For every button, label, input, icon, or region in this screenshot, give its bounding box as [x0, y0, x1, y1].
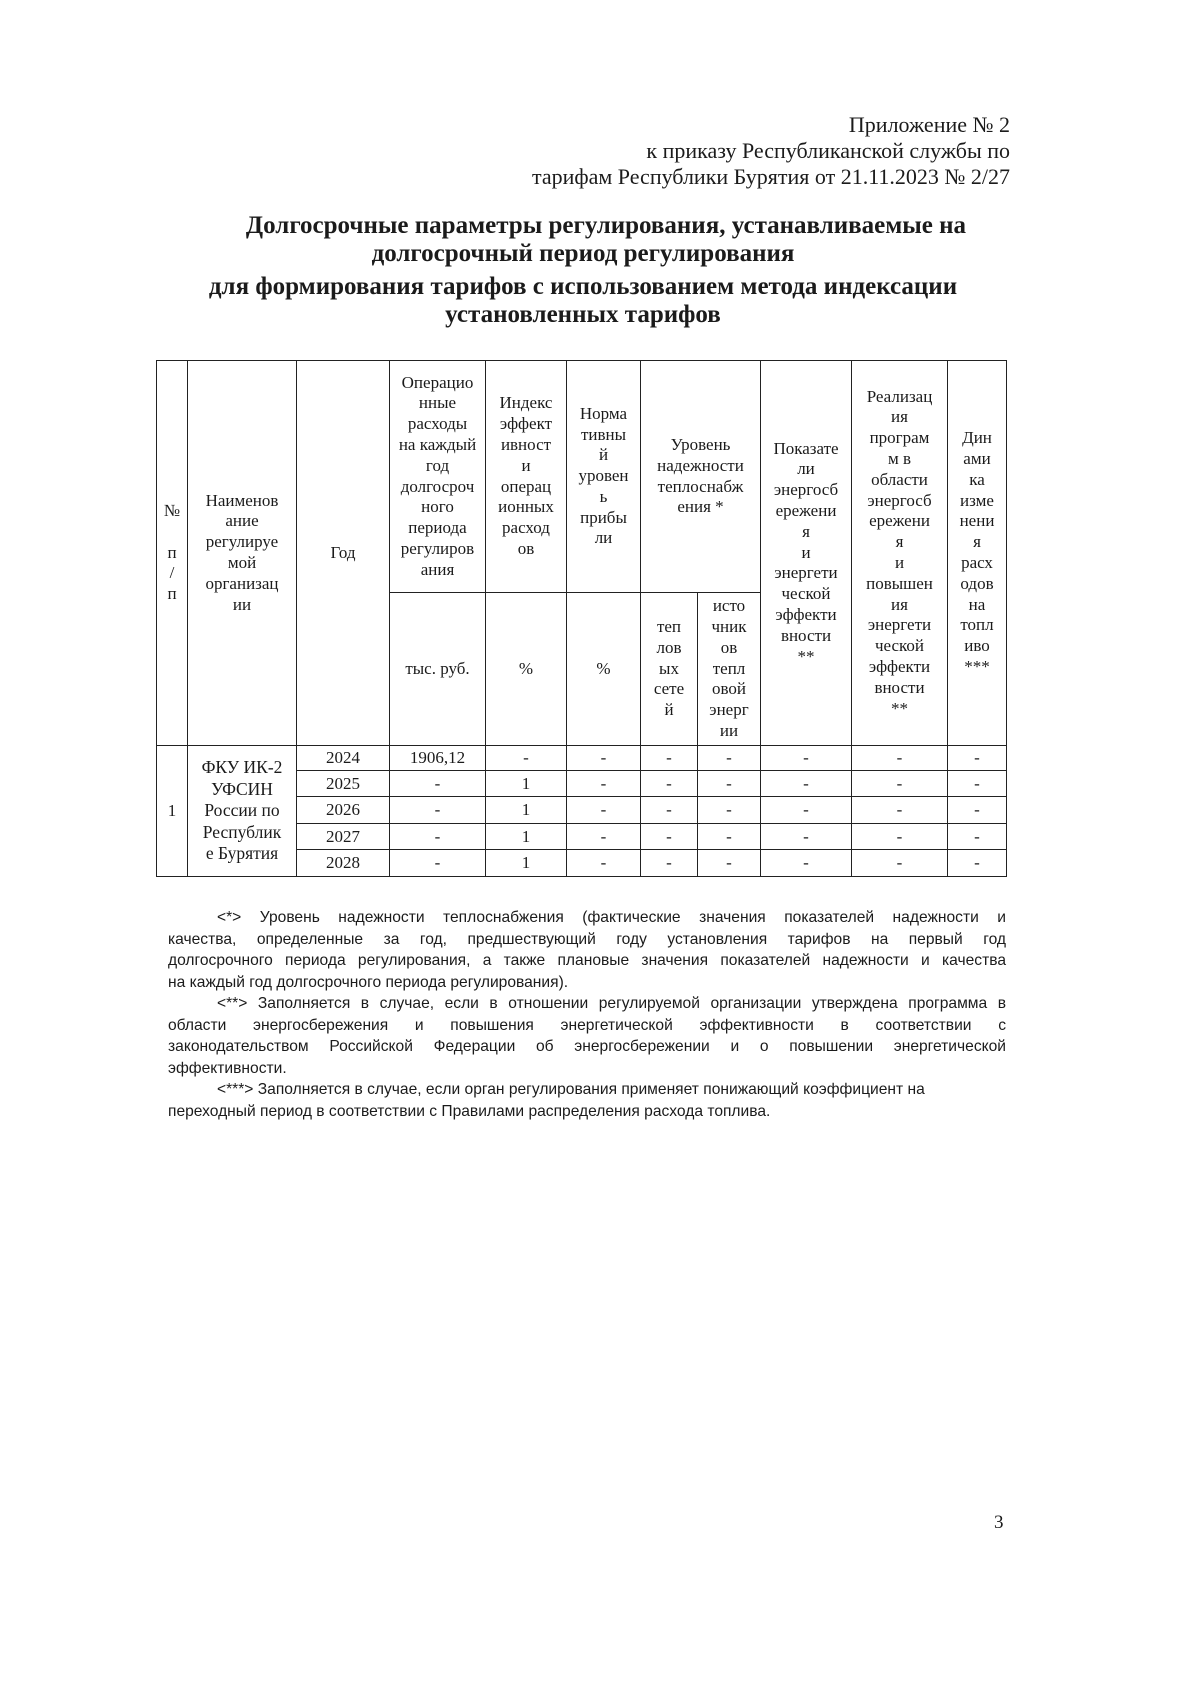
title-line: для формирования тарифов с использованием метода индексации	[208, 273, 958, 300]
subheader-heat-sources: исто чник ов тепл овой энерг ии	[698, 593, 761, 746]
cell-operating-expenses: -	[390, 824, 486, 850]
cell-efficiency-index: 1	[486, 797, 567, 824]
cell-energy-programs: -	[852, 824, 948, 850]
cell-efficiency-index: -	[486, 746, 567, 771]
col-header-energy-programs: Реализац ия програм м в области энергосб ережени я и повышен ия энергети ческой эффекти вности **	[852, 361, 948, 746]
cell-operating-expenses: -	[390, 771, 486, 797]
cell-operating-expenses: -	[390, 850, 486, 877]
cell-energy-programs: -	[852, 797, 948, 824]
appendix-order-line: к приказу Республиканской службы по	[646, 138, 1010, 163]
col-header-organization: Наименов ание регулируе мой организац ии	[188, 361, 297, 746]
regulation-parameters-table	[156, 360, 1007, 877]
cell-energy-indicators: -	[761, 824, 852, 850]
footnote-reliability	[168, 907, 1006, 993]
cell-energy-indicators: -	[761, 746, 852, 771]
cell-reliability-networks: -	[641, 797, 698, 824]
cell-energy-programs: -	[852, 746, 948, 771]
cell-fuel-dynamics: -	[948, 797, 1007, 824]
title-line: долгосрочный период регулирования	[371, 240, 795, 267]
cell-energy-programs: -	[852, 850, 948, 877]
cell-profit-norm: -	[567, 797, 641, 824]
cell-org-name: ФКУ ИК-2 УФСИН России по Республик е Бурятия	[188, 746, 297, 877]
cell-reliability-networks: -	[641, 824, 698, 850]
cell-energy-programs: -	[852, 771, 948, 797]
subheader-heat-networks: теп лов ых сете й	[641, 593, 698, 746]
footnote-line: эффективности.	[168, 1059, 287, 1077]
cell-reliability-networks: -	[641, 771, 698, 797]
cell-energy-indicators: -	[761, 797, 852, 824]
cell-reliability-sources: -	[698, 797, 761, 824]
col-header-year: Год	[297, 361, 390, 746]
footnote-fuel-coefficient	[168, 1079, 1006, 1122]
col-header-reliability-level: Уровень надежности теплоснабж ения *	[641, 361, 761, 593]
unit-profit-norm: %	[567, 593, 641, 746]
col-header-efficiency-index: Индекс эффект ивност и операц ионных расход ов	[486, 361, 567, 593]
appendix-header	[532, 112, 1010, 190]
cell-profit-norm: -	[567, 850, 641, 877]
table-header-row	[157, 361, 1007, 593]
cell-fuel-dynamics: -	[948, 746, 1007, 771]
cell-reliability-sources: -	[698, 746, 761, 771]
cell-reliability-networks: -	[641, 746, 698, 771]
cell-energy-indicators: -	[761, 850, 852, 877]
col-header-fuel-cost-dynamics: Дин ами ка изме нени я расх одов на топл иво ***	[948, 361, 1007, 746]
page-number: 3	[994, 1512, 1004, 1533]
cell-reliability-networks: -	[641, 850, 698, 877]
cell-profit-norm: -	[567, 771, 641, 797]
cell-reliability-sources: -	[698, 850, 761, 877]
footnote-line: <*> Уровень надежности теплоснабжения (фактические значения показателей надежности и	[217, 909, 1006, 926]
cell-operating-expenses: 1906,12	[390, 746, 486, 771]
col-header-profit-norm: Норма тивны й уровен ь прибы ли	[567, 361, 641, 593]
cell-year: 2025	[297, 771, 390, 797]
cell-profit-norm: -	[567, 746, 641, 771]
cell-org-number: 1	[157, 746, 188, 877]
footnote-line: долгосрочного периода регулирования, а также плановые значения показателей надежности и качества	[168, 952, 1006, 969]
footnote-line: <**> Заполняется в случае, если в отношении регулируемой организации утверждена программа в	[217, 995, 1006, 1012]
appendix-number: Приложение № 2	[848, 112, 1010, 137]
unit-efficiency-index: %	[486, 593, 567, 746]
cell-fuel-dynamics: -	[948, 771, 1007, 797]
col-header-operating-expenses: Операцио нные расходы на каждый год долгосроч ного периода регулиров ания	[390, 361, 486, 593]
cell-reliability-sources: -	[698, 771, 761, 797]
footnotes	[168, 907, 1006, 1122]
cell-energy-indicators: -	[761, 771, 852, 797]
footnote-line: <***> Заполняется в случае, если орган регулирования применяет понижающий коэффициент на	[217, 1081, 925, 1098]
cell-efficiency-index: 1	[486, 850, 567, 877]
cell-efficiency-index: 1	[486, 771, 567, 797]
col-header-number: № п / п	[157, 361, 188, 746]
cell-fuel-dynamics: -	[948, 850, 1007, 877]
cell-profit-norm: -	[567, 824, 641, 850]
footnote-line: на каждый год долгосрочного периода регулирования).	[168, 973, 569, 991]
footnote-line: качества, определенные за год, предшествующий году установления тарифов на первый год	[168, 930, 1006, 948]
cell-fuel-dynamics: -	[948, 824, 1007, 850]
footnote-line: области энергосбережения и повышения энергетической эффективности в соответствии с	[168, 1016, 1006, 1034]
footnote-line: законодательством Российской Федерации об энергосбережении и о повышении энергетической	[168, 1038, 1006, 1055]
footnote-line: переходный период в соответствии с Правилами распределения расхода топлива.	[168, 1102, 771, 1120]
col-header-energy-saving-indicators: Показате ли энергосб ережени я и энергети ческой эффекти вности **	[761, 361, 852, 746]
cell-efficiency-index: 1	[486, 824, 567, 850]
cell-operating-expenses: -	[390, 797, 486, 824]
title-line: установленных тарифов	[445, 301, 721, 328]
appendix-order-date-line: тарифам Республики Бурятия от 21.11.2023 № 2/27	[531, 164, 1010, 189]
cell-year: 2024	[297, 746, 390, 771]
cell-year: 2028	[297, 850, 390, 877]
title-line: Долгосрочные параметры регулирования, устанавливаемые на	[245, 212, 967, 239]
unit-operating-expenses: тыс. руб.	[390, 593, 486, 746]
cell-reliability-sources: -	[698, 824, 761, 850]
footnote-energy-program	[168, 993, 1006, 1079]
cell-year: 2027	[297, 824, 390, 850]
cell-year: 2026	[297, 797, 390, 824]
document-title	[156, 212, 1010, 329]
table-row	[157, 746, 1007, 771]
